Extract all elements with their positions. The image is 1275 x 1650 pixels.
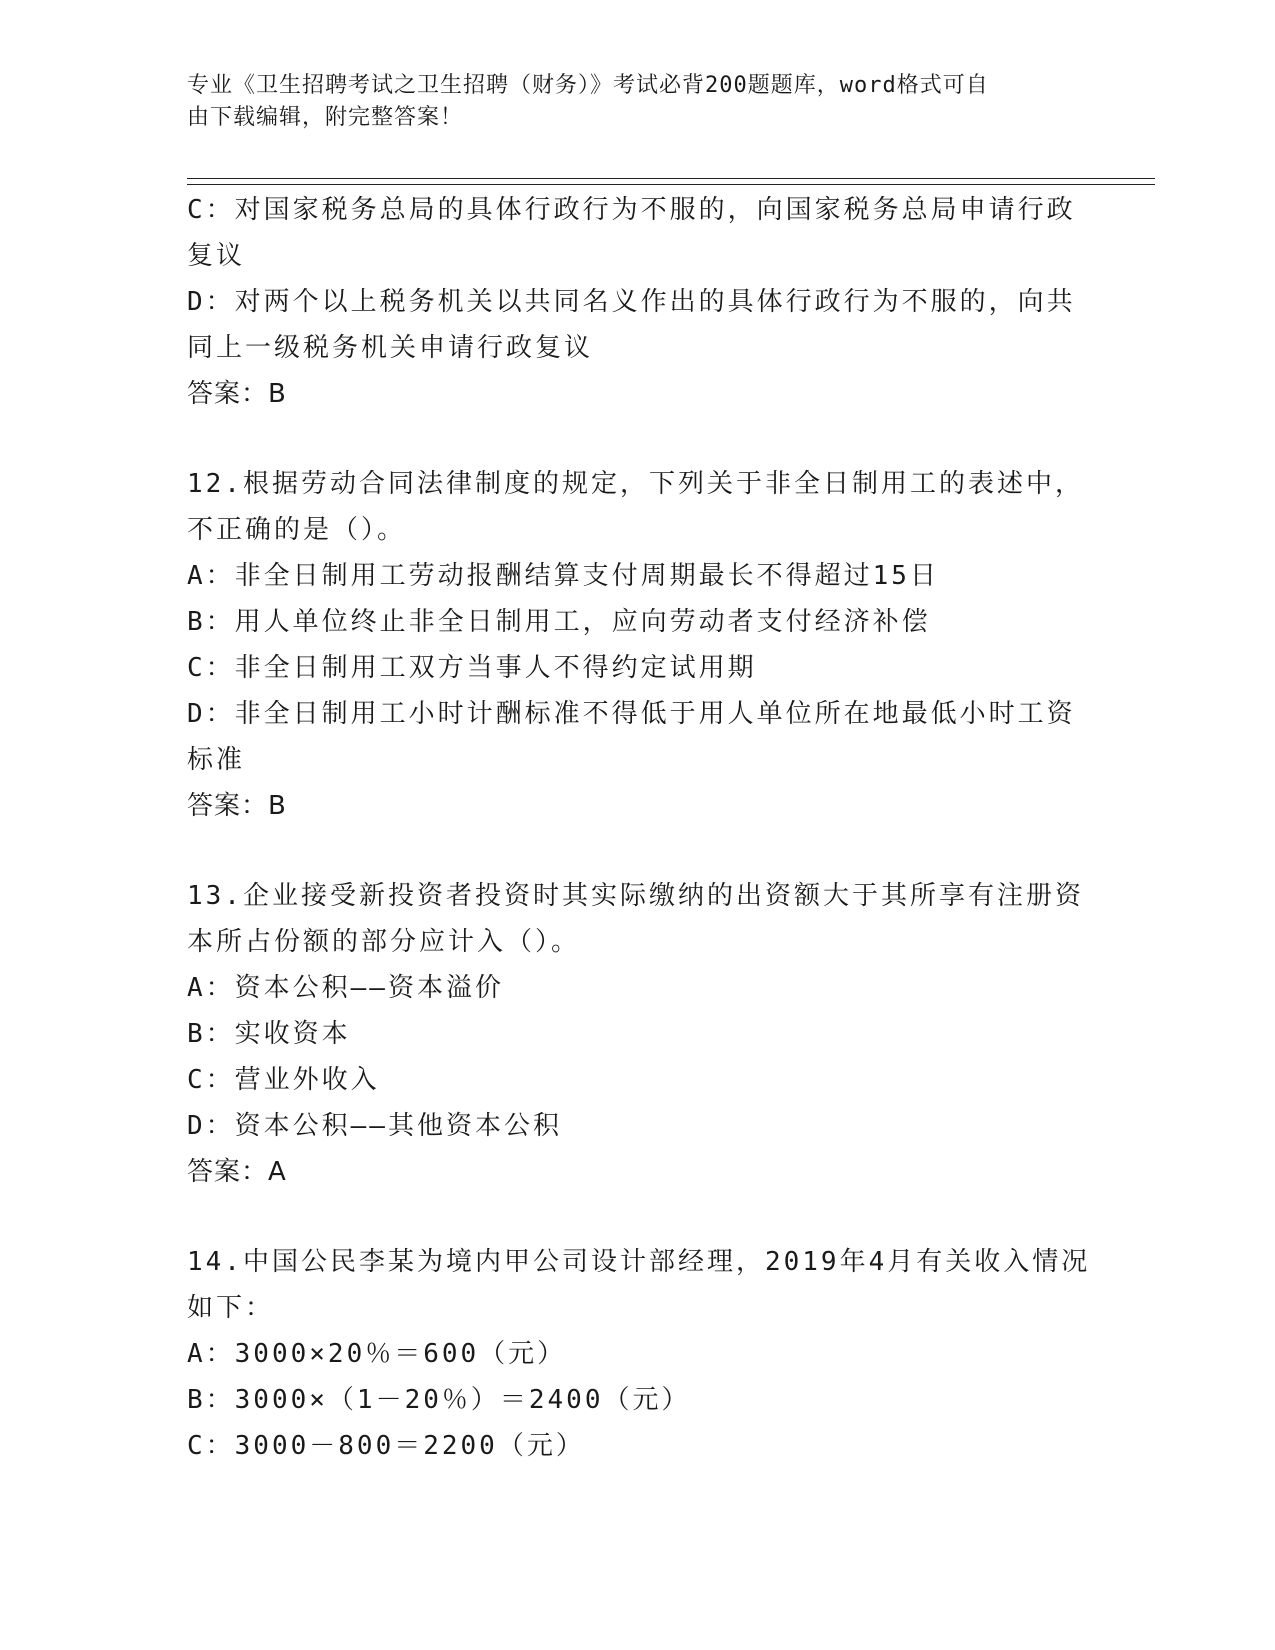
option-c-line-1: C：对国家税务总局的具体行政行为不服的，向国家税务总局申请行政 [187, 195, 1076, 225]
option-a: A：非全日制用工劳动报酬结算支付周期最长不得超过15日 [187, 561, 939, 591]
question-stem-line-2: 如下： [187, 1293, 275, 1323]
header-rule-bottom [187, 184, 1155, 185]
header-line-2: 由下载编辑，附完整答案！ [187, 105, 464, 130]
question-stem-line-1: 14.中国公民李某为境内甲公司设计部经理，2019年4月有关收入情况 [187, 1247, 1091, 1277]
question-stem-line-2: 本所占份额的部分应计入（）。 [187, 927, 581, 957]
option-c: C：3000－800＝2200（元） [187, 1431, 585, 1461]
spacer [187, 1195, 1087, 1239]
question-11 [187, 187, 1087, 417]
option-d-line-2: 标准 [187, 745, 246, 775]
option-a: A：资本公积——资本溢价 [187, 973, 504, 1003]
question-stem-line-2: 不正确的是（）。 [187, 515, 407, 545]
spacer [187, 417, 1087, 461]
option-d-line-2: 同上一级税务机关申请行政复议 [187, 333, 594, 363]
option-d: D：资本公积——其他资本公积 [187, 1111, 562, 1141]
document-body [187, 187, 1091, 1469]
question-13 [187, 873, 1087, 1195]
answer: 答案：B [187, 379, 287, 409]
spacer [187, 829, 1087, 873]
question-stem-line-1: 12.根据劳动合同法律制度的规定，下列关于非全日制用工的表述中， [187, 469, 1084, 499]
option-b: B：实收资本 [187, 1019, 351, 1049]
option-b: B：3000×（1－20％）＝2400（元） [187, 1385, 691, 1415]
option-d-line-1: D：对两个以上税务机关以共同名义作出的具体行政行为不服的，向共 [187, 287, 1076, 317]
answer: 答案：B [187, 791, 287, 821]
question-12 [187, 461, 1087, 829]
question-14 [187, 1239, 1091, 1469]
option-a: A：3000×20％＝600（元） [187, 1339, 567, 1369]
option-c: C：营业外收入 [187, 1065, 380, 1095]
document-header [187, 70, 1077, 134]
option-c-line-2: 复议 [187, 241, 246, 271]
option-b: B：用人单位终止非全日制用工，应向劳动者支付经济补偿 [187, 607, 931, 637]
header-rule-top [187, 178, 1155, 179]
header-line-1: 专业《卫生招聘考试之卫生招聘（财务）》考试必背200题题库，word格式可自 [187, 73, 989, 98]
answer: 答案：A [187, 1157, 287, 1187]
question-stem-line-1: 13.企业接受新投资者投资时其实际缴纳的出资额大于其所享有注册资 [187, 881, 1084, 911]
option-d-line-1: D：非全日制用工小时计酬标准不得低于用人单位所在地最低小时工资 [187, 699, 1076, 729]
option-c: C：非全日制用工双方当事人不得约定试用期 [187, 653, 757, 683]
